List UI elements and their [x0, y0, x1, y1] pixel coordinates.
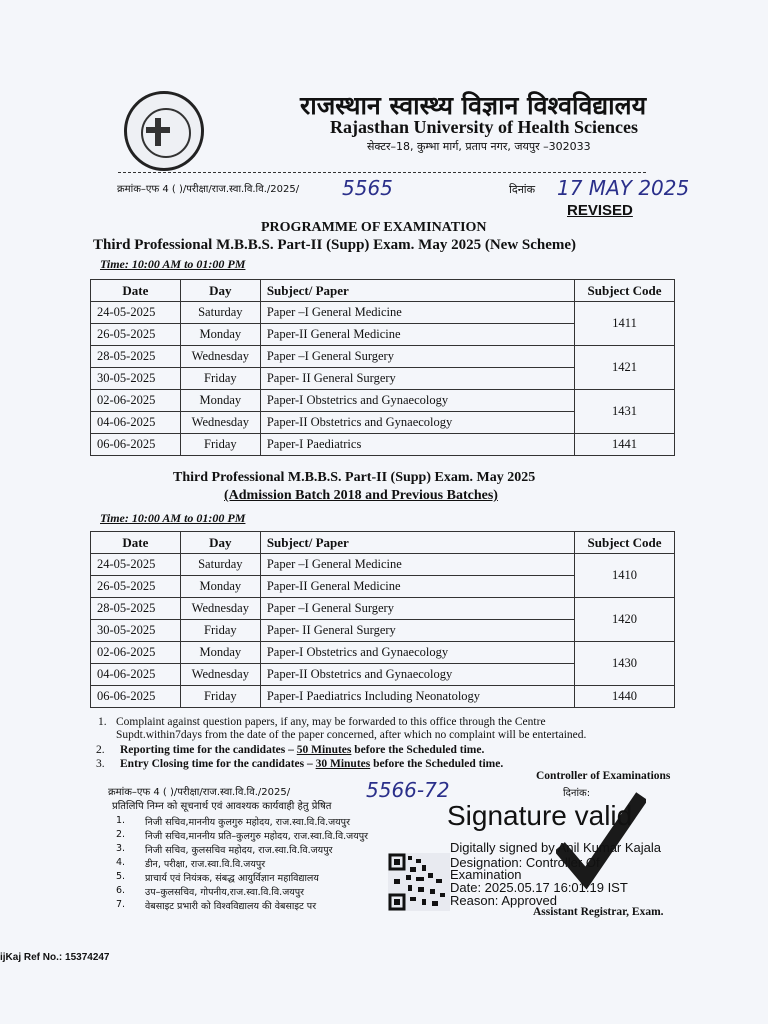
cc-item: निजी सचिव,माननीय कुलगुरु महोदय, राज.स्वा.वि.वि.जयपुर: [145, 817, 350, 828]
table-row: [91, 598, 675, 620]
paper-cell: Paper –I General Surgery: [260, 598, 574, 620]
university-name-english: Rajasthan University of Health Sciences: [330, 117, 638, 137]
section1-title: Third Professional M.B.B.S. Part-II (Supp) Exam. May 2025 (New Scheme): [93, 237, 577, 253]
footer-date-label: दिनांक:: [563, 788, 591, 799]
code-cell: 1431: [575, 390, 675, 434]
day-cell: Monday: [180, 324, 260, 346]
col-paper: Subject/ Paper: [260, 280, 574, 302]
paper-cell: Paper-I Obstetrics and Gynaecology: [260, 642, 574, 664]
note-3-number: 3.: [96, 758, 105, 770]
table-header-row: [91, 532, 675, 554]
paper-cell: Paper-II General Medicine: [260, 324, 574, 346]
day-cell: Monday: [180, 576, 260, 598]
day-cell: Wednesday: [180, 664, 260, 686]
header-divider: [118, 172, 646, 173]
date-cell: 02-06-2025: [91, 642, 181, 664]
table-row: [91, 686, 675, 708]
cc-item: डीन, परीक्षा, राज.स्वा.वि.वि.जयपुर: [145, 859, 266, 870]
controller-of-examinations: Controller of Examinations: [536, 770, 671, 782]
date-cell: 06-06-2025: [91, 434, 181, 456]
col-date: Date: [91, 532, 181, 554]
code-cell: 1420: [575, 598, 675, 642]
university-name-hindi: राजस्थान स्वास्थ्य विज्ञान विश्वविद्यालय: [300, 91, 647, 120]
signature-detail-line: Reason: Approved: [450, 893, 557, 908]
footer-reference-number-handwritten: 5566-72: [366, 778, 450, 802]
date-cell: 24-05-2025: [91, 554, 181, 576]
day-cell: Friday: [180, 620, 260, 642]
cc-item: निजी सचिव, कुलसचिव महोदय, राज.स्वा.वि.वि.जयपुर: [145, 845, 333, 856]
date-cell: 24-05-2025: [91, 302, 181, 324]
col-date: Date: [91, 280, 181, 302]
date-cell: 26-05-2025: [91, 576, 181, 598]
assistant-registrar: Assistant Registrar, Exam.: [533, 906, 664, 918]
note-2-number: 2.: [96, 744, 105, 756]
note-1-line1: Complaint against question papers, if any, may be forwarded to this office through the Centre: [116, 716, 546, 728]
paper-cell: Paper- II General Surgery: [260, 620, 574, 642]
day-cell: Monday: [180, 390, 260, 412]
cc-item: प्राचार्य एवं नियंत्रक, संबद्ध आयुर्विज्ञान महाविद्यालय: [145, 873, 319, 884]
cc-number: 2.: [116, 829, 126, 840]
day-cell: Wednesday: [180, 412, 260, 434]
footer-reference-prefix: क्रमांक–एफ 4 ( )/परीक्षा/राज.स्वा.वि.वि./2025/: [108, 787, 291, 798]
paper-cell: Paper-I Paediatrics Including Neonatology: [260, 686, 574, 708]
note-2-text-c: before the Scheduled time.: [351, 744, 485, 756]
date-cell: 26-05-2025: [91, 324, 181, 346]
table-row: [91, 554, 675, 576]
date-cell: 02-06-2025: [91, 390, 181, 412]
table-row: [91, 302, 675, 324]
col-day: Day: [180, 532, 260, 554]
date-cell: 06-06-2025: [91, 686, 181, 708]
paper-cell: Paper- II General Surgery: [260, 368, 574, 390]
date-cell: 28-05-2025: [91, 346, 181, 368]
paper-cell: Paper –I General Surgery: [260, 346, 574, 368]
day-cell: Monday: [180, 642, 260, 664]
note-2-duration: 50 Minutes: [296, 744, 352, 756]
date-label: दिनांक: [509, 183, 536, 196]
university-address: सेक्टर–18, कुम्भा मार्ग, प्रताप नगर, जयपुर –302033: [367, 140, 591, 153]
revised-label: REVISED: [567, 202, 633, 219]
code-cell: 1441: [575, 434, 675, 456]
col-code: Subject Code: [575, 532, 675, 554]
cc-number: 5.: [116, 871, 126, 882]
note-2: [120, 744, 484, 757]
note-1-line2: Supdt.within7days from the date of the paper concerned, after which no complaint will be entertained.: [116, 729, 587, 741]
section2-subtitle: (Admission Batch 2018 and Previous Batches): [224, 488, 498, 503]
paper-cell: Paper-I Paediatrics: [260, 434, 574, 456]
paper-cell: Paper-II General Medicine: [260, 576, 574, 598]
cc-number: 6.: [116, 885, 126, 896]
schedule-table-2: [90, 531, 675, 708]
col-paper: Subject/ Paper: [260, 532, 574, 554]
code-cell: 1411: [575, 302, 675, 346]
day-cell: Wednesday: [180, 346, 260, 368]
note-3-text-a: Entry Closing time for the candidates –: [120, 758, 316, 770]
day-cell: Wednesday: [180, 598, 260, 620]
note-3: [120, 758, 503, 771]
day-cell: Saturday: [180, 302, 260, 324]
day-cell: Friday: [180, 368, 260, 390]
cc-number: 3.: [116, 843, 126, 854]
date-cell: 30-05-2025: [91, 368, 181, 390]
signature-valid-label: Signature valid: [447, 800, 633, 831]
reference-number-handwritten: 5565: [342, 176, 393, 200]
day-cell: Friday: [180, 686, 260, 708]
programme-heading: PROGRAMME OF EXAMINATION: [261, 220, 487, 235]
code-cell: 1421: [575, 346, 675, 390]
code-cell: 1410: [575, 554, 675, 598]
cc-number: 1.: [116, 815, 126, 826]
note-2-text-a: Reporting time for the candidates –: [120, 744, 297, 756]
date-cell: 28-05-2025: [91, 598, 181, 620]
table-row: [91, 434, 675, 456]
reference-prefix: क्रमांक–एफ 4 ( )/परीक्षा/राज.स्वा.वि.वि./2025/: [117, 184, 300, 195]
section2-title: Third Professional M.B.B.S. Part-II (Supp) Exam. May 2025: [173, 470, 536, 485]
signature-detail-line: Examination: [450, 867, 522, 882]
date-value-handwritten: 17 MAY 2025: [557, 176, 690, 200]
table-row: [91, 346, 675, 368]
cc-number: 7.: [116, 899, 126, 910]
signature-detail-line: Date: 2025.05.17 16:01:19 IST: [450, 880, 628, 895]
cc-item: निजी सचिव,माननीय प्रति–कुलगुरु महोदय, राज.स्वा.वि.वि.जयपुर: [145, 831, 368, 842]
col-code: Subject Code: [575, 280, 675, 302]
note-1-number: 1.: [98, 716, 107, 728]
note-3-text-c: before the Scheduled time.: [370, 758, 504, 770]
cc-item: उप–कुलसचिव, गोपनीय,राज.स्वा.वि.वि.जयपुर: [145, 887, 305, 898]
date-cell: 04-06-2025: [91, 664, 181, 686]
note-3-duration: 30 Minutes: [315, 758, 371, 770]
table-row: [91, 642, 675, 664]
date-cell: 04-06-2025: [91, 412, 181, 434]
section2-time: Time: 10:00 AM to 01:00 PM: [100, 511, 246, 525]
rajkaj-reference: ijKaj Ref No.: 15374247: [0, 952, 110, 963]
copy-to-heading: प्रतिलिपि निम्न को सूचनार्थ एवं आवश्यक कार्यवाही हेतु प्रेषित: [112, 801, 332, 812]
university-seal-logo: [124, 91, 204, 171]
signature-detail-line: Digitally signed by Anil Kumar Kajala: [450, 840, 661, 855]
cc-number: 4.: [116, 857, 126, 868]
table-row: [91, 390, 675, 412]
day-cell: Saturday: [180, 554, 260, 576]
date-cell: 30-05-2025: [91, 620, 181, 642]
col-day: Day: [180, 280, 260, 302]
table-header-row: [91, 280, 675, 302]
section1-time: Time: 10:00 AM to 01:00 PM: [100, 257, 246, 271]
schedule-table-1: [90, 279, 675, 456]
cc-item: वेबसाइट प्रभारी को विश्वविद्यालय की वेबसाइट पर: [145, 901, 317, 912]
qr-code-icon: [388, 853, 450, 911]
code-cell: 1430: [575, 642, 675, 686]
paper-cell: Paper-I Obstetrics and Gynaecology: [260, 390, 574, 412]
paper-cell: Paper –I General Medicine: [260, 554, 574, 576]
paper-cell: Paper –I General Medicine: [260, 302, 574, 324]
paper-cell: Paper-II Obstetrics and Gynaecology: [260, 412, 574, 434]
signature-detail-line: Designation: Controller Of: [450, 855, 600, 870]
code-cell: 1440: [575, 686, 675, 708]
paper-cell: Paper-II Obstetrics and Gynaecology: [260, 664, 574, 686]
day-cell: Friday: [180, 434, 260, 456]
